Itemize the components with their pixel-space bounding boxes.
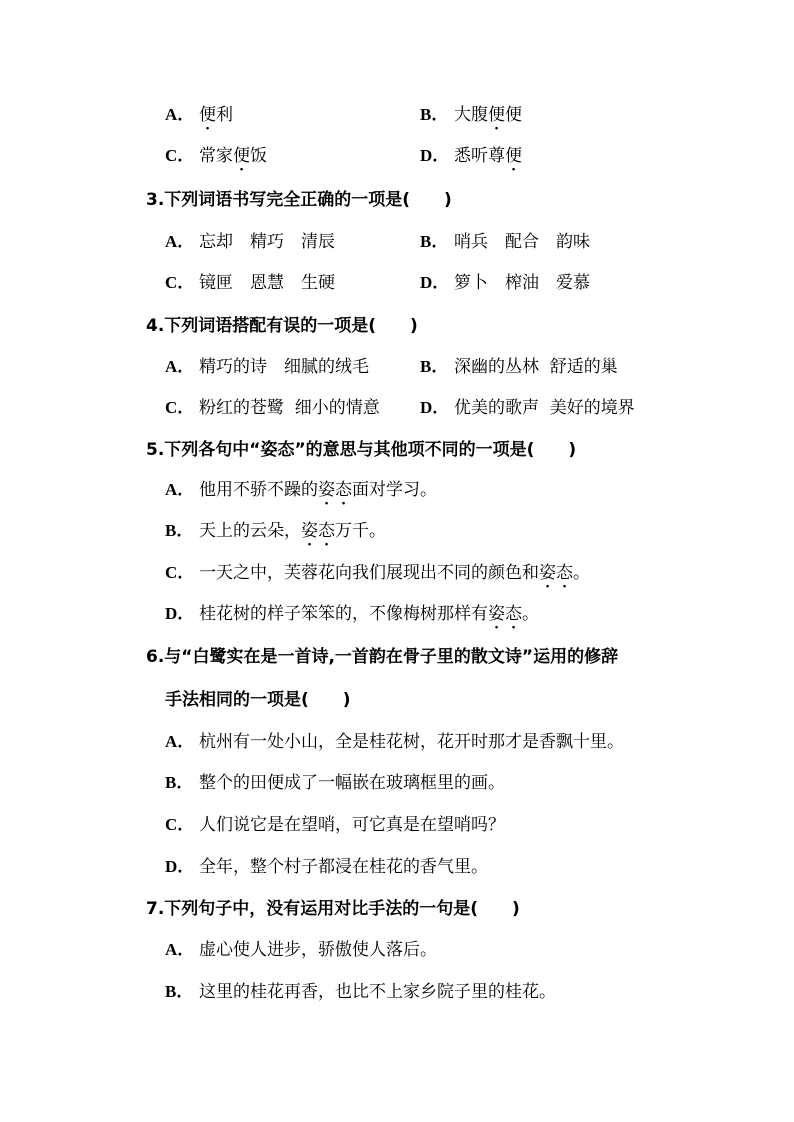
option-label: D．: [420, 146, 450, 165]
q4-option-d: D． 优美的歌声 美好的境界: [420, 398, 635, 418]
option-label: A．: [165, 105, 195, 124]
q2-option-b: B． 大腹便便: [420, 105, 522, 125]
q5-option-b: B． 天上的云朵，姿态万千。: [165, 521, 386, 541]
option-label: C．: [165, 146, 195, 165]
q5-option-a: A． 他用不骄不躁的姿态面对学习。: [165, 480, 437, 500]
q6-option-a: A． 杭州有一处小山，全是桂花树，花开时那才是香飘十里。: [165, 732, 624, 752]
q4-option-b: B． 深幽的丛林 舒适的巢: [420, 357, 618, 377]
q6-stem-line2: 手法相同的一项是( ): [165, 690, 351, 710]
q5-option-c: C． 一天之中，芙蓉花向我们展现出不同的颜色和姿态。: [165, 563, 590, 583]
dotted-char: 姿: [488, 604, 505, 624]
q4-stem: 4.下列词语搭配有误的一项是( ): [146, 316, 418, 336]
q7-option-b: B． 这里的桂花再香，也比不上家乡院子里的桂花。: [165, 982, 556, 1002]
q5-stem: 5.下列各句中“姿态”的意思与其他项不同的一项是( ): [146, 440, 577, 460]
dotted-char: 姿: [301, 521, 318, 541]
q6-option-d: D． 全年，整个村子都浸在桂花的香气里。: [165, 857, 488, 877]
dotted-char: 姿: [539, 563, 556, 583]
dotted-char: 姿: [318, 480, 335, 500]
q6-stem-line1: 6.与“白鹭实在是一首诗,一首韵在骨子里的散文诗”运用的修辞: [146, 647, 619, 667]
dotted-char: 便: [505, 146, 522, 166]
q3-option-c: C． 镜匣 恩慧 生硬: [165, 273, 335, 293]
dotted-char: 便: [199, 105, 216, 125]
q2-option-a: A． 便利: [165, 105, 233, 125]
q2-option-c: C． 常家便饭: [165, 146, 267, 166]
q5-option-d: D． 桂花树的样子笨笨的，不像梅树那样有姿态。: [165, 604, 539, 624]
q3-option-b: B． 哨兵 配合 韵味: [420, 232, 590, 252]
q2-option-d: D． 悉听尊便: [420, 146, 522, 166]
q6-option-c: C． 人们说它是在望哨，可它真是在望哨吗？: [165, 815, 505, 835]
dotted-char: 态: [505, 604, 522, 624]
q7-option-a: A． 虚心使人进步，骄傲使人落后。: [165, 940, 437, 960]
q4-option-a: A． 精巧的诗 细腻的绒毛: [165, 357, 369, 377]
option-label: B．: [420, 105, 449, 124]
dotted-char: 态: [556, 563, 573, 583]
q6-option-b: B． 整个的田便成了一幅嵌在玻璃框里的画。: [165, 773, 505, 793]
q4-option-c: C． 粉红的苍鹭 细小的情意: [165, 398, 380, 418]
dotted-char: 便: [488, 105, 505, 125]
q3-option-d: D． 箩卜 榨油 爱慕: [420, 273, 590, 293]
q7-stem: 7.下列句子中，没有运用对比手法的一句是( ): [146, 899, 520, 919]
q3-stem: 3.下列词语书写完全正确的一项是( ): [146, 190, 452, 210]
q3-option-a: A． 忘却 精巧 清辰: [165, 232, 335, 252]
dotted-char: 态: [318, 521, 335, 541]
dotted-char: 便: [233, 146, 250, 166]
dotted-char: 态: [335, 480, 352, 500]
